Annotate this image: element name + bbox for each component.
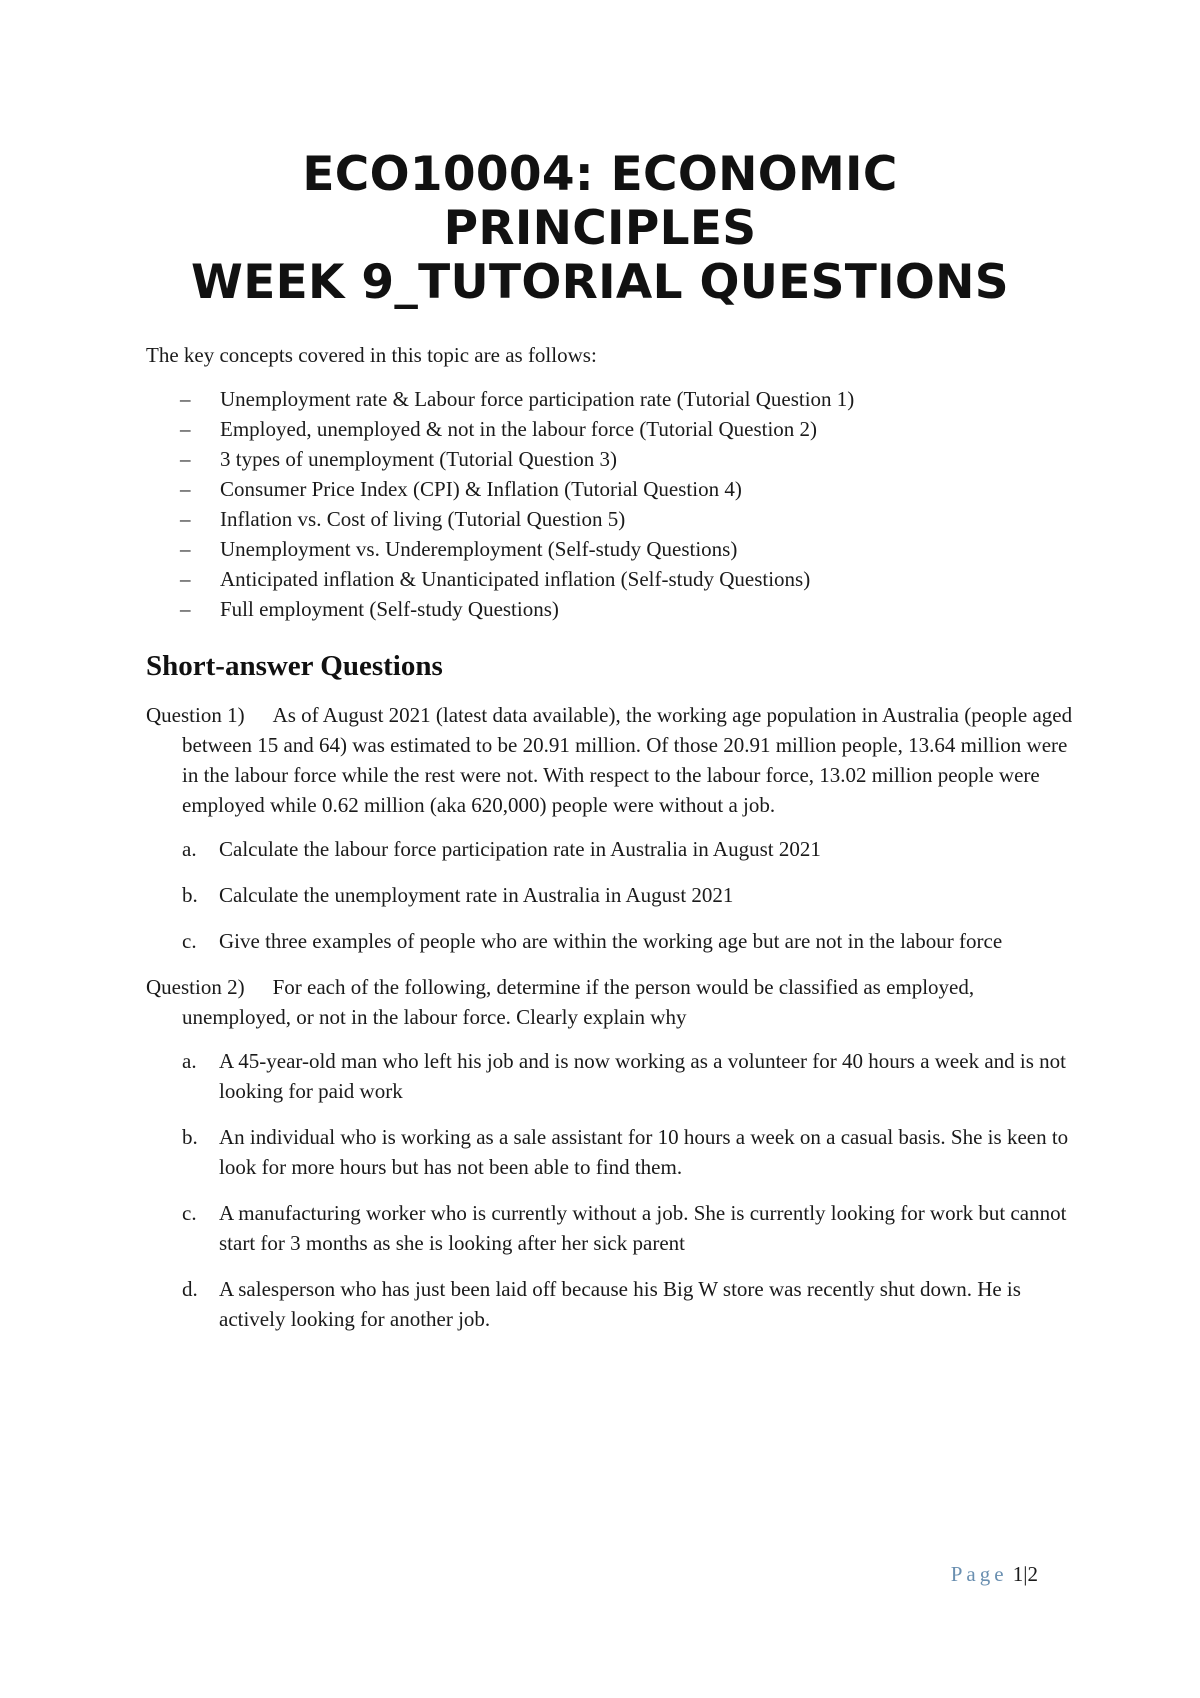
question-2-parts bbox=[146, 1046, 1076, 1334]
title-line-3: WEEK 9_TUTORIAL QUESTIONS bbox=[191, 255, 1009, 310]
list-item: – Anticipated inflation & Unanticipated inflation (Self-study Questions) bbox=[220, 564, 1076, 594]
list-item: – 3 types of unemployment (Tutorial Question 3) bbox=[220, 444, 1076, 474]
page-number-total: 2 bbox=[1027, 1562, 1038, 1586]
question-text: For each of the following, determine if the person would be classified as employed, unemployed, or not in the labour force. Clearly explain why bbox=[182, 975, 975, 1029]
document-body bbox=[146, 340, 1076, 1350]
dash-bullet: – bbox=[180, 417, 191, 441]
question-1 bbox=[146, 700, 1076, 820]
question-part bbox=[182, 1198, 1076, 1258]
list-item: – Unemployment vs. Underemployment (Self-study Questions) bbox=[220, 534, 1076, 564]
title-line-1: ECO10004: ECONOMIC bbox=[302, 147, 898, 202]
question-label: Question 1) bbox=[146, 703, 245, 727]
document-title bbox=[0, 148, 1200, 310]
page-footer bbox=[951, 1562, 1038, 1587]
list-item: – Full employment (Self-study Questions) bbox=[220, 594, 1076, 624]
title-line-2: PRINCIPLES bbox=[443, 201, 757, 256]
question-part bbox=[182, 880, 1076, 910]
dash-bullet: – bbox=[180, 477, 191, 501]
page-number-current: 1 bbox=[1012, 1562, 1024, 1586]
question-text: As of August 2021 (latest data available), the working age population in Australia (people aged between 15 and 64) was estimated to be 20.91 million. Of those 20.91 million people, 13.64 million were in the labour force while the rest were not. With respect to the labour force, 13.02 million people were employed while 0.62 million (aka 620,000) people were without a job. bbox=[182, 703, 1073, 817]
part-letter: c. bbox=[182, 1201, 197, 1225]
dash-bullet: – bbox=[180, 387, 191, 411]
question-part bbox=[182, 1046, 1076, 1106]
question-label: Question 2) bbox=[146, 975, 245, 999]
intro-text: The key concepts covered in this topic are as follows: bbox=[146, 343, 597, 367]
dash-bullet: – bbox=[180, 597, 191, 621]
key-concepts-list bbox=[146, 384, 1076, 624]
page-label: Page bbox=[950, 1562, 1008, 1586]
list-item: – Consumer Price Index (CPI) & Inflation (Tutorial Question 4) bbox=[220, 474, 1076, 504]
part-letter: a. bbox=[182, 1049, 197, 1073]
part-text: A 45-year-old man who left his job and is now working as a volunteer for 40 hours a week and is not looking for paid work bbox=[219, 1049, 1066, 1103]
part-text: A salesperson who has just been laid off because his Big W store was recently shut down. He is actively looking for another job. bbox=[219, 1277, 1021, 1331]
part-text: Calculate the labour force participation rate in Australia in August 2021 bbox=[219, 837, 821, 861]
part-text: Calculate the unemployment rate in Australia in August 2021 bbox=[219, 883, 734, 907]
question-1-parts bbox=[146, 834, 1076, 956]
part-letter: c. bbox=[182, 929, 197, 953]
dash-bullet: – bbox=[180, 507, 191, 531]
part-letter: d. bbox=[182, 1277, 198, 1301]
part-letter: b. bbox=[182, 883, 198, 907]
question-part bbox=[182, 834, 1076, 864]
list-item: – Unemployment rate & Labour force participation rate (Tutorial Question 1) bbox=[220, 384, 1076, 414]
part-text: An individual who is working as a sale assistant for 10 hours a week on a casual basis. She is keen to look for more hours but has not been able to find them. bbox=[219, 1125, 1069, 1179]
question-part bbox=[182, 1122, 1076, 1182]
part-letter: b. bbox=[182, 1125, 198, 1149]
section-heading: Short-answer Questions bbox=[146, 650, 443, 682]
part-text: A manufacturing worker who is currently without a job. She is currently looking for work but cannot start for 3 months as she is looking after her sick parent bbox=[219, 1201, 1067, 1255]
question-part bbox=[182, 1274, 1076, 1334]
page-separator: | bbox=[1023, 1562, 1028, 1586]
dash-bullet: – bbox=[180, 567, 191, 591]
question-part bbox=[182, 926, 1076, 956]
question-2 bbox=[146, 972, 1076, 1032]
dash-bullet: – bbox=[180, 537, 191, 561]
dash-bullet: – bbox=[180, 447, 191, 471]
list-item: – Inflation vs. Cost of living (Tutorial Question 5) bbox=[220, 504, 1076, 534]
list-item: – Employed, unemployed & not in the labour force (Tutorial Question 2) bbox=[220, 414, 1076, 444]
part-text: Give three examples of people who are within the working age but are not in the labour force bbox=[219, 929, 1003, 953]
part-letter: a. bbox=[182, 837, 197, 861]
